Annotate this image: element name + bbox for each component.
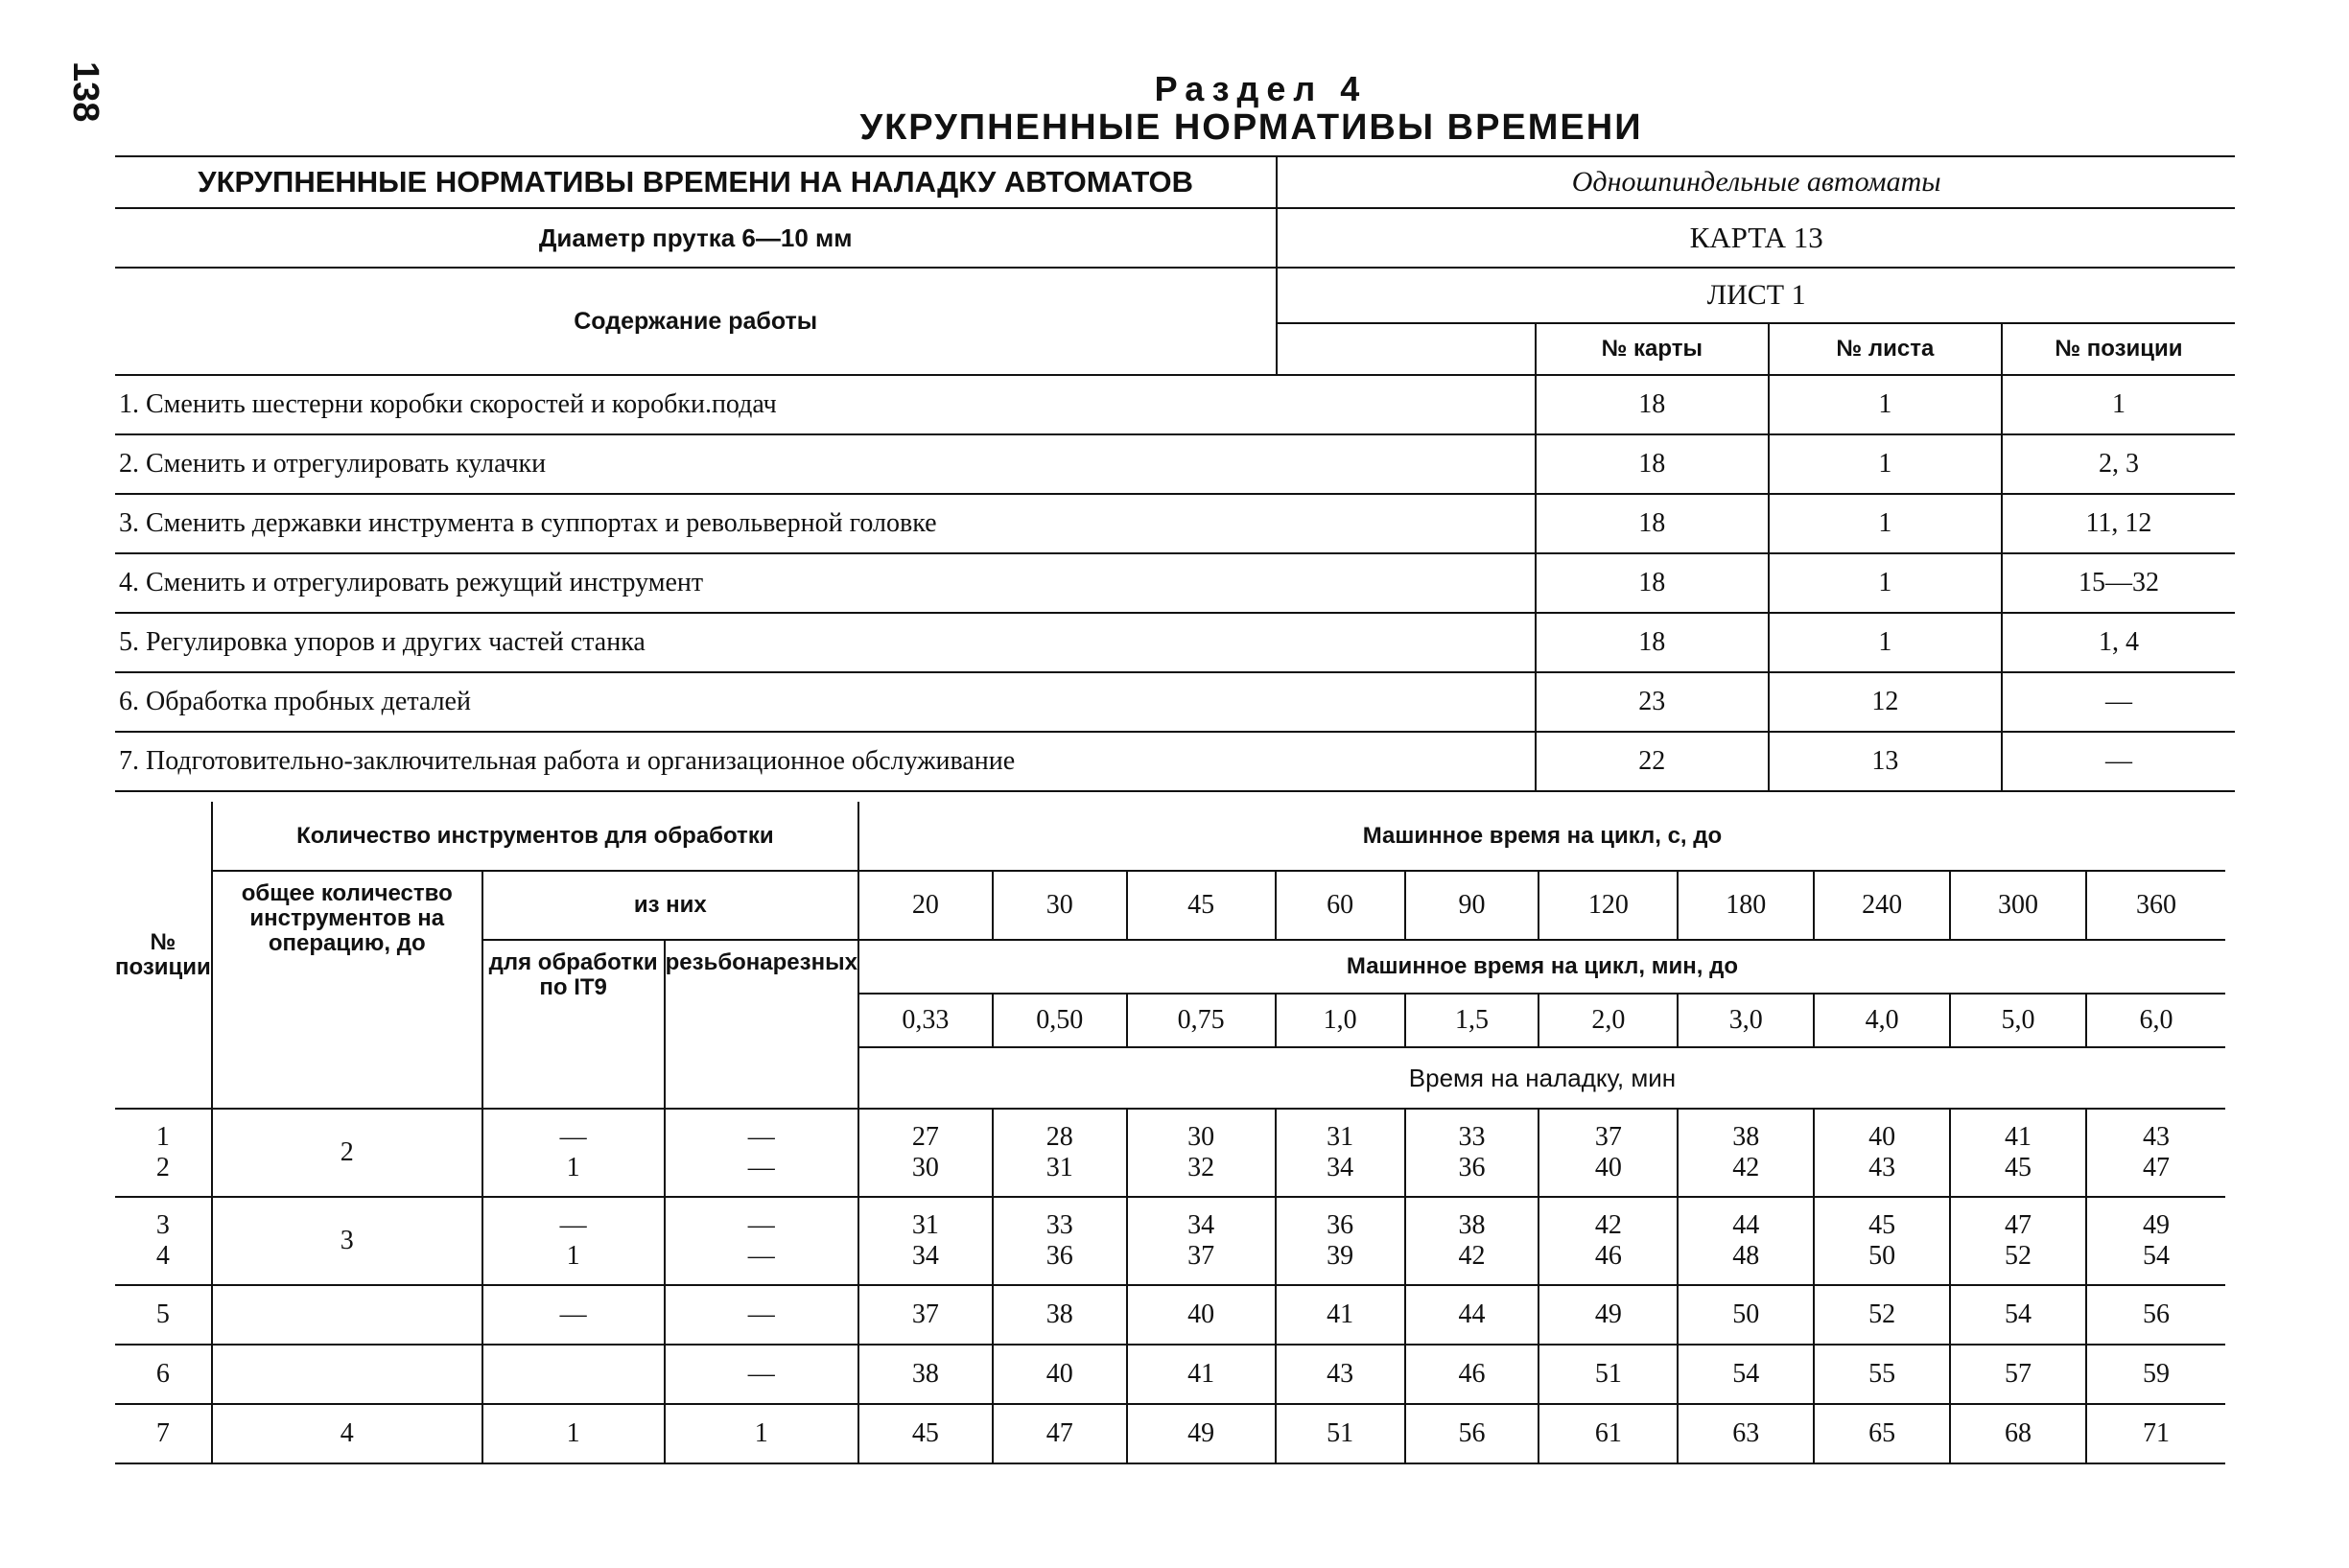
setup-time-value: 31 — [1045, 1153, 1073, 1182]
seconds-value: 120 — [1539, 871, 1678, 940]
setup-time-cell — [1814, 1404, 1950, 1463]
work-text: 4. Сменить и отрегулировать режущий инструмент — [115, 553, 1536, 613]
work-text: 3. Сменить державки инструмента в суппортах и револьверной головке — [115, 494, 1536, 553]
position-number: 6 — [155, 1359, 170, 1389]
setup-time-value: 37 — [1594, 1122, 1622, 1152]
setup-time-value: 54 — [2142, 1241, 2170, 1271]
setup-time-cell — [1276, 1404, 1405, 1463]
setup-time-cell — [1405, 1197, 1539, 1285]
thread-tools: 1 — [754, 1418, 768, 1448]
setup-time-cell — [858, 1285, 993, 1345]
setup-time-value: 27 — [911, 1122, 939, 1152]
setup-time-value: 40 — [1045, 1359, 1073, 1389]
setup-time-value: 33 — [1458, 1122, 1486, 1152]
total-tools: 2 — [340, 1137, 354, 1167]
minutes-value: 1,5 — [1405, 994, 1539, 1047]
position-no: 1 — [2002, 375, 2235, 434]
setup-time-value: 50 — [1732, 1299, 1760, 1329]
setup-time-value: 37 — [911, 1299, 939, 1329]
total-tools: 3 — [340, 1226, 354, 1255]
col-total: общее количество инструментов на операцию, до — [212, 871, 482, 1109]
seconds-value: 240 — [1814, 871, 1950, 940]
card-no: 22 — [1536, 732, 1769, 791]
it9-tools: — — [559, 1122, 587, 1152]
setup-time-value: 51 — [1594, 1359, 1622, 1389]
setup-time-value: 47 — [2005, 1210, 2032, 1240]
setup-time-cell — [2086, 1285, 2225, 1345]
setup-time-cell — [1539, 1285, 1678, 1345]
minutes-value: 0,75 — [1127, 994, 1276, 1047]
sheet-no: 12 — [1769, 672, 2002, 732]
page-title: УКРУПНЕННЫЕ НОРМАТИВЫ ВРЕМЕНИ — [859, 107, 1643, 148]
sheet-no: 13 — [1769, 732, 2002, 791]
total-tools-cell — [212, 1404, 482, 1463]
setup-time-cell — [993, 1285, 1127, 1345]
setup-time-cell — [1127, 1197, 1276, 1285]
setup-time-cell — [1814, 1109, 1950, 1197]
setup-time-cell — [858, 1109, 993, 1197]
thread-tools-cell — [665, 1197, 858, 1285]
sheet-no: 1 — [1769, 553, 2002, 613]
position-number-cell — [115, 1285, 212, 1345]
seconds-value: 90 — [1405, 871, 1539, 940]
it9-tools: 1 — [566, 1241, 580, 1271]
position-number: 2 — [155, 1153, 170, 1182]
table-row — [115, 434, 2235, 494]
setup-time-value: 52 — [2005, 1241, 2032, 1271]
setup-time-cell — [1814, 1285, 1950, 1345]
it9-tools-cell — [482, 1109, 665, 1197]
setup-time-value: 50 — [1868, 1241, 1896, 1271]
setup-time-cell — [1405, 1404, 1539, 1463]
setup-time-cell — [1405, 1109, 1539, 1197]
setup-time-value: 45 — [2005, 1153, 2032, 1182]
setup-time-cell — [1276, 1109, 1405, 1197]
setup-time-cell — [993, 1109, 1127, 1197]
it9-tools-cell — [482, 1197, 665, 1285]
setup-time-value: 43 — [2142, 1122, 2170, 1152]
setup-time-cell — [1539, 1109, 1678, 1197]
setup-time-value: 40 — [1594, 1153, 1622, 1182]
sheet-no: 1 — [1769, 434, 2002, 494]
seconds-value: 30 — [993, 871, 1127, 940]
table-row — [115, 672, 2235, 732]
setup-time-value: 55 — [1868, 1359, 1896, 1389]
seconds-value: 360 — [2086, 871, 2225, 940]
it9-tools: 1 — [566, 1418, 580, 1448]
setup-time-cell — [1276, 1197, 1405, 1285]
setup-time-value: 37 — [1187, 1241, 1215, 1271]
setup-time-value: 41 — [1327, 1299, 1354, 1329]
setup-time-cell — [1678, 1404, 1814, 1463]
position-number: 3 — [155, 1210, 170, 1240]
thread-tools: — — [747, 1122, 775, 1152]
thread-tools: — — [747, 1241, 775, 1271]
setup-time-value: 43 — [1327, 1359, 1354, 1389]
minutes-value: 4,0 — [1814, 994, 1950, 1047]
blank-cell — [1277, 323, 1535, 375]
total-tools-cell — [212, 1345, 482, 1404]
table-row — [115, 732, 2235, 791]
setup-time-value: 68 — [2005, 1418, 2032, 1448]
thread-tools-cell — [665, 1404, 858, 1463]
machine-time-seconds-header: Машинное время на цикл, с, до — [858, 802, 2225, 871]
minutes-value: 0,50 — [993, 994, 1127, 1047]
page-number: 138 — [65, 61, 106, 123]
setup-time-cell — [1539, 1197, 1678, 1285]
setup-time-value: 56 — [1458, 1418, 1486, 1448]
setup-time-value: 34 — [1187, 1210, 1215, 1240]
card-no: 18 — [1536, 494, 1769, 553]
setup-time-value: 59 — [2142, 1359, 2170, 1389]
setup-norms-table — [115, 802, 2225, 1464]
setup-time-value: 44 — [1458, 1299, 1486, 1329]
position-no: — — [2002, 732, 2235, 791]
col-it9: для обработки по IT9 — [482, 940, 665, 1109]
position-number-cell — [115, 1345, 212, 1404]
minutes-value: 0,33 — [858, 994, 993, 1047]
work-content-header: Содержание работы — [115, 268, 1277, 375]
sheet-no: 1 — [1769, 375, 2002, 434]
setup-time-value: 61 — [1594, 1418, 1622, 1448]
setup-time-value: 31 — [911, 1210, 939, 1240]
setup-time-value: 49 — [2142, 1210, 2170, 1240]
card-no: 18 — [1536, 434, 1769, 494]
table-row — [115, 1109, 2225, 1197]
seconds-value: 300 — [1950, 871, 2086, 940]
table-row — [115, 375, 2235, 434]
thread-tools-cell — [665, 1345, 858, 1404]
setup-time-value: 36 — [1045, 1241, 1073, 1271]
minutes-value: 1,0 — [1276, 994, 1405, 1047]
table-row — [115, 1197, 2225, 1285]
it9-tools: — — [559, 1210, 587, 1240]
section-title: Раздел 4 — [1154, 69, 1368, 108]
setup-time-value: 45 — [1868, 1210, 1896, 1240]
setup-time-value: 44 — [1732, 1210, 1760, 1240]
setup-time-value: 34 — [1327, 1153, 1354, 1182]
setup-time-value: 32 — [1187, 1153, 1215, 1182]
setup-time-cell — [1127, 1109, 1276, 1197]
it9-tools-cell — [482, 1285, 665, 1345]
minutes-value: 3,0 — [1678, 994, 1814, 1047]
setup-time-value: 54 — [1732, 1359, 1760, 1389]
total-tools: 4 — [340, 1418, 354, 1448]
setup-time-value: 30 — [911, 1153, 939, 1182]
setup-time-value: 36 — [1327, 1210, 1354, 1240]
position-number-cell — [115, 1109, 212, 1197]
setup-time-cell — [858, 1345, 993, 1404]
setup-time-value: 54 — [2005, 1299, 2032, 1329]
setup-time-value: 39 — [1327, 1241, 1354, 1271]
setup-time-value: 36 — [1458, 1153, 1486, 1182]
position-number: 7 — [155, 1418, 170, 1448]
position-number: 5 — [155, 1299, 170, 1329]
setup-time-value: 42 — [1732, 1153, 1760, 1182]
setup-time-cell — [858, 1197, 993, 1285]
minutes-value: 2,0 — [1539, 994, 1678, 1047]
setup-time-value: 56 — [2142, 1299, 2170, 1329]
setup-time-value: 48 — [1732, 1241, 1760, 1271]
setup-time-value: 40 — [1868, 1122, 1896, 1152]
position-no: 15—32 — [2002, 553, 2235, 613]
setup-time-value: 65 — [1868, 1418, 1896, 1448]
setup-time-cell — [1814, 1345, 1950, 1404]
setup-time-value: 42 — [1458, 1241, 1486, 1271]
setup-time-cell — [1276, 1285, 1405, 1345]
card-no: 18 — [1536, 613, 1769, 672]
setup-time-cell — [1678, 1109, 1814, 1197]
setup-time-value: 46 — [1594, 1241, 1622, 1271]
setup-time-cell — [2086, 1197, 2225, 1285]
setup-time-value: 46 — [1458, 1359, 1486, 1389]
position-no: — — [2002, 672, 2235, 732]
card-label: КАРТА 13 — [1277, 208, 2235, 268]
setup-time-cell — [993, 1197, 1127, 1285]
setup-time-cell — [1950, 1404, 2086, 1463]
thread-tools: — — [747, 1153, 775, 1182]
setup-time-value: 51 — [1327, 1418, 1354, 1448]
setup-time-value: 40 — [1187, 1299, 1215, 1329]
work-text: 7. Подготовительно-заключительная работа и организационное обслуживание — [115, 732, 1536, 791]
setup-time-cell — [993, 1404, 1127, 1463]
sheet-no: 1 — [1769, 494, 2002, 553]
setup-time-value: 41 — [1187, 1359, 1215, 1389]
card-no: 18 — [1536, 553, 1769, 613]
setup-time-value: 38 — [1458, 1210, 1486, 1240]
header-left-title: УКРУПНЕННЫЕ НОРМАТИВЫ ВРЕМЕНИ НА НАЛАДКУ АВТОМАТОВ — [115, 156, 1277, 208]
table-row — [115, 1345, 2225, 1404]
thread-tools: — — [747, 1210, 775, 1240]
total-tools-cell — [212, 1285, 482, 1345]
table-row — [115, 613, 2235, 672]
work-text: 2. Сменить и отрегулировать кулачки — [115, 434, 1536, 494]
work-text: 5. Регулировка упоров и других частей станка — [115, 613, 1536, 672]
setup-time-cell — [1539, 1404, 1678, 1463]
sheet-label: ЛИСТ 1 — [1277, 268, 2235, 323]
it9-tools-cell — [482, 1404, 665, 1463]
table-row — [115, 553, 2235, 613]
setup-time-cell — [1276, 1345, 1405, 1404]
table-row — [115, 1404, 2225, 1463]
position-no: 11, 12 — [2002, 494, 2235, 553]
minutes-value: 5,0 — [1950, 994, 2086, 1047]
machine-time-minutes-header: Машинное время на цикл, мин, до — [858, 940, 2225, 994]
setup-time-cell — [993, 1345, 1127, 1404]
setup-time-value: 34 — [911, 1241, 939, 1271]
setup-time-value: 41 — [2005, 1122, 2032, 1152]
setup-time-header: Время на наладку, мин — [858, 1047, 2225, 1109]
setup-time-value: 31 — [1327, 1122, 1354, 1152]
header-right-title: Одношпиндельные автоматы — [1277, 156, 2235, 208]
work-text: 6. Обработка пробных деталей — [115, 672, 1536, 732]
thread-tools: — — [747, 1359, 775, 1389]
setup-time-cell — [1127, 1404, 1276, 1463]
table-row — [115, 494, 2235, 553]
setup-time-value: 52 — [1868, 1299, 1896, 1329]
setup-time-cell — [1678, 1197, 1814, 1285]
col-thread: резьбонарезных — [665, 940, 858, 1109]
setup-time-value: 57 — [2005, 1359, 2032, 1389]
card-no: 23 — [1536, 672, 1769, 732]
setup-time-cell — [2086, 1404, 2225, 1463]
setup-time-cell — [1405, 1345, 1539, 1404]
thread-tools-cell — [665, 1109, 858, 1197]
total-tools-cell — [212, 1197, 482, 1285]
setup-time-value: 63 — [1732, 1418, 1760, 1448]
setup-time-value: 71 — [2142, 1418, 2170, 1448]
setup-time-cell — [1678, 1285, 1814, 1345]
position-no: 2, 3 — [2002, 434, 2235, 494]
setup-time-value: 30 — [1187, 1122, 1215, 1152]
seconds-value: 20 — [858, 871, 993, 940]
setup-time-value: 49 — [1594, 1299, 1622, 1329]
setup-time-value: 33 — [1045, 1210, 1073, 1240]
table-row — [115, 1285, 2225, 1345]
bar-diameter: Диаметр прутка 6—10 мм — [115, 208, 1277, 268]
setup-time-cell — [2086, 1109, 2225, 1197]
it9-tools: 1 — [566, 1153, 580, 1182]
col-position-no: № позиции — [2002, 323, 2235, 375]
setup-time-cell — [1814, 1197, 1950, 1285]
total-tools-cell — [212, 1109, 482, 1197]
setup-time-value: 45 — [911, 1418, 939, 1448]
setup-time-cell — [1405, 1285, 1539, 1345]
col-sheet-no: № листа — [1769, 323, 2002, 375]
setup-time-cell — [1539, 1345, 1678, 1404]
col-position: № позиции — [115, 802, 212, 1109]
setup-time-value: 38 — [1732, 1122, 1760, 1152]
setup-time-cell — [1950, 1109, 2086, 1197]
thread-tools-cell — [665, 1285, 858, 1345]
setup-time-cell — [1678, 1345, 1814, 1404]
col-of-them: из них — [482, 871, 858, 940]
work-content-table — [115, 155, 2235, 792]
col-tool-count: Количество инструментов для обработки — [212, 802, 858, 871]
work-text: 1. Сменить шестерни коробки скоростей и коробки.подач — [115, 375, 1536, 434]
setup-time-value: 38 — [911, 1359, 939, 1389]
setup-time-cell — [1950, 1197, 2086, 1285]
seconds-value: 60 — [1276, 871, 1405, 940]
position-no: 1, 4 — [2002, 613, 2235, 672]
it9-tools-cell — [482, 1345, 665, 1404]
setup-time-cell — [858, 1404, 993, 1463]
setup-time-value: 49 — [1187, 1418, 1215, 1448]
setup-time-cell — [1950, 1285, 2086, 1345]
position-number: 4 — [155, 1241, 170, 1271]
setup-time-value: 43 — [1868, 1153, 1896, 1182]
setup-time-value: 47 — [2142, 1153, 2170, 1182]
setup-time-cell — [1127, 1345, 1276, 1404]
setup-time-value: 42 — [1594, 1210, 1622, 1240]
position-number-cell — [115, 1197, 212, 1285]
setup-time-value: 38 — [1045, 1299, 1073, 1329]
minutes-value: 6,0 — [2086, 994, 2225, 1047]
thread-tools: — — [747, 1299, 775, 1329]
sheet-no: 1 — [1769, 613, 2002, 672]
setup-time-value: 28 — [1045, 1122, 1073, 1152]
setup-time-value: 47 — [1045, 1418, 1073, 1448]
setup-time-cell — [1127, 1285, 1276, 1345]
col-card-no: № карты — [1536, 323, 1769, 375]
setup-time-cell — [2086, 1345, 2225, 1404]
setup-time-cell — [1950, 1345, 2086, 1404]
position-number-cell — [115, 1404, 212, 1463]
position-number: 1 — [155, 1122, 170, 1152]
seconds-value: 180 — [1678, 871, 1814, 940]
card-no: 18 — [1536, 375, 1769, 434]
seconds-value: 45 — [1127, 871, 1276, 940]
it9-tools: — — [559, 1299, 587, 1329]
